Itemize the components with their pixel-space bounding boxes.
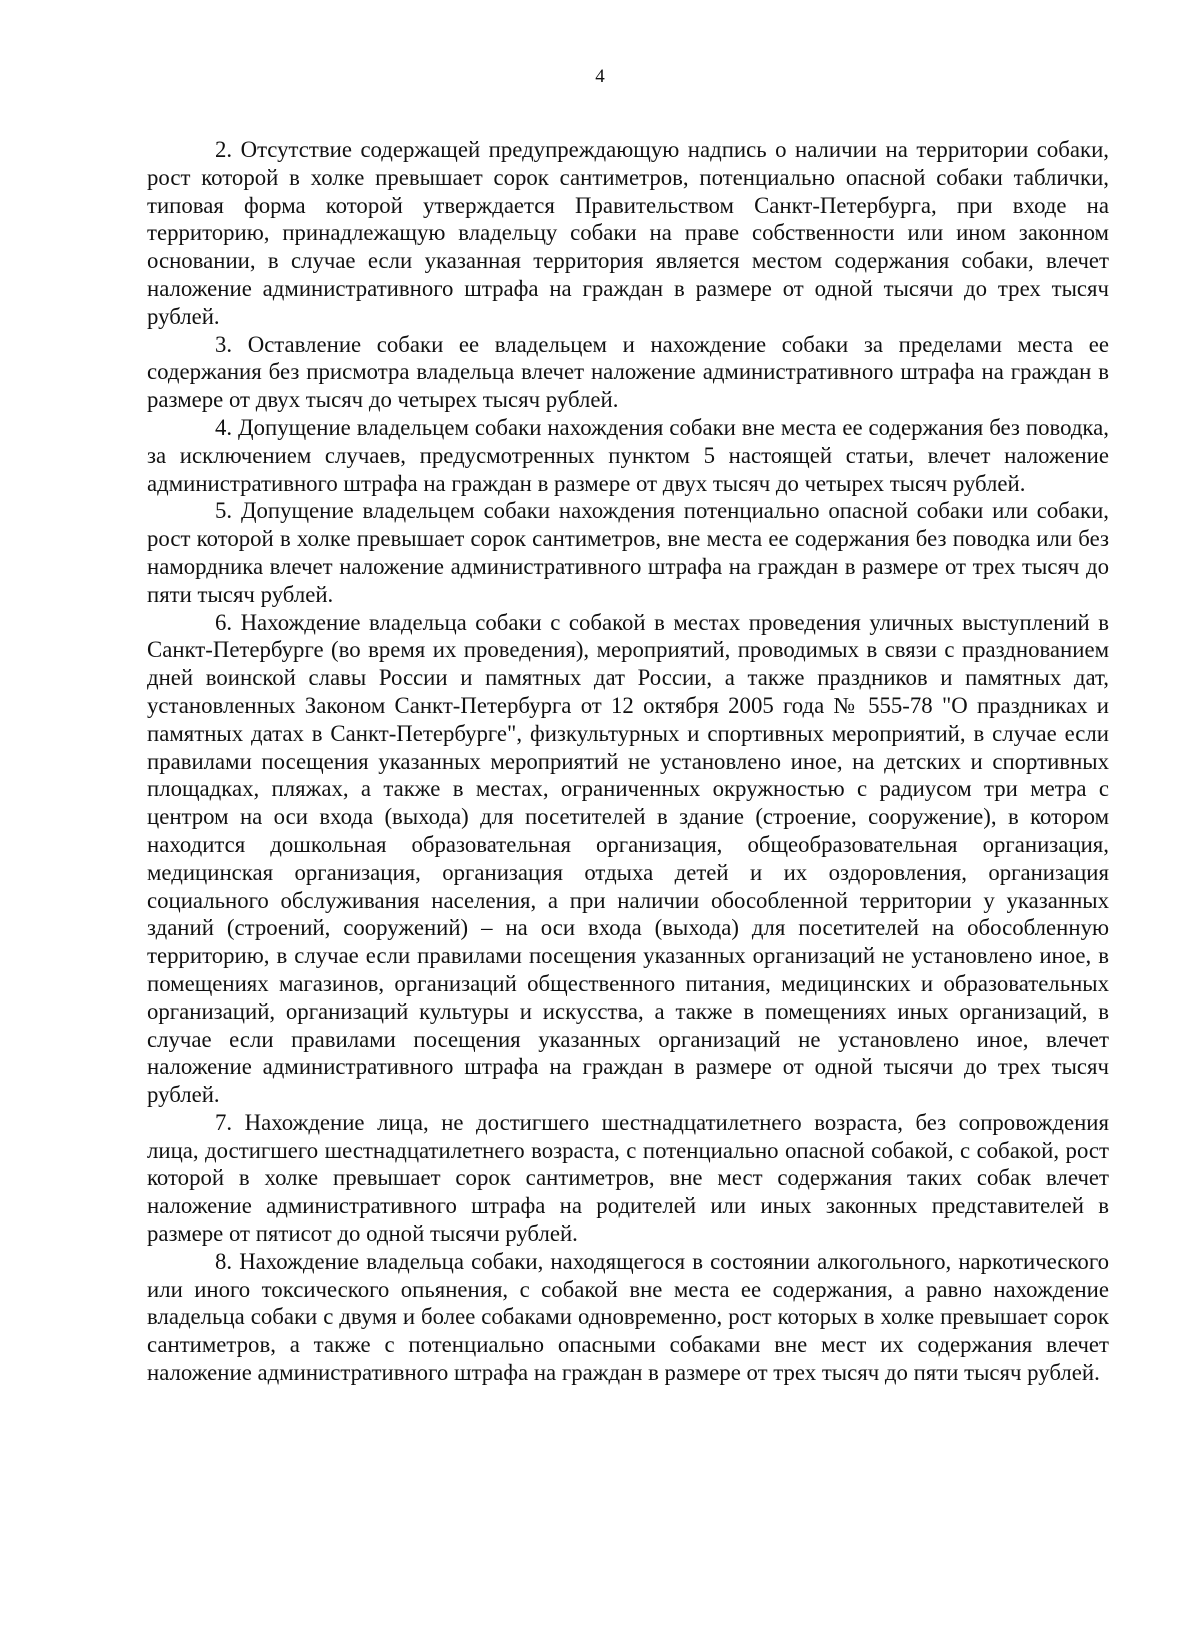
paragraph-item-4: 4. Допущение владельцем собаки нахождения собаки вне места ее содержания без поводка, за исключением случаев, предусмотренных пунктом 5 настоящей статьи, влечет наложение административного штрафа на граждан в размере от двух тысяч до четырех тысяч рублей. [147, 414, 1109, 496]
paragraph-item-6: 6. Нахождение владельца собаки с собакой в местах проведения уличных выступлений в Санкт-Петербурге (во время их проведения), мероприятий, проводимых в связи с празднованием дней воинской славы России и памятных дат России, а также праздников и памятных дат, установленных Законом Санкт-Петербурга от 12 октября 2005 года № 555-78 "О праздниках и памятных датах в Санкт-Петербурге", физкультурных и спортивных мероприятий, в случае если правилами посещения указанных мероприятий не установлено иное, на детских и спортивных площадках, пляжах, а также в местах, ограниченных окружностью с радиусом три метра с центром на оси входа (выхода) для посетителей в здание (строение, сооружение), в котором находится дошкольная образовательная организация, общеобразовательная организация, медицинская организация, организация отдыха детей и их оздоровления, организация социального обслуживания населения, а при наличии обособленной территории у указанных зданий (строений, сооружений) – на оси входа (выхода) для посетителей на обособленную территорию, в случае если правилами посещения указанных организаций не установлено иное, в помещениях магазинов, организаций общественного питания, медицинских и образовательных организаций, организаций культуры и искусства, а также в помещениях иных организаций, в случае если правилами посещения указанных организаций не установлено иное, влечет наложение административного штрафа на граждан в размере от одной тысячи до трех тысяч рублей. [147, 609, 1109, 1108]
paragraph-item-8: 8. Нахождение владельца собаки, находящегося в состоянии алкогольного, наркотического или иного токсического опьянения, с собакой вне места ее содержания, а равно нахождение владельца собаки с двумя и более собаками одновременно, рост которых в холке превышает сорок сантиметров, а также с потенциально опасными собаками вне мест их содержания влечет наложение административного штрафа на граждан в размере от трех тысяч до пяти тысяч рублей. [147, 1248, 1109, 1386]
paragraph-item-7: 7. Нахождение лица, не достигшего шестнадцатилетнего возраста, без сопровождения лица, достигшего шестнадцатилетнего возраста, с потенциально опасной собакой, с собакой, рост которой в холке превышает сорок сантиметров, вне мест содержания таких собак влечет наложение административного штрафа на родителей или иных законных представителей в размере от пятисот до одной тысячи рублей. [147, 1109, 1109, 1247]
page-number: 4 [595, 66, 605, 87]
paragraph-item-5: 5. Допущение владельцем собаки нахождения потенциально опасной собаки или собаки, рост которой в холке превышает сорок сантиметров, вне места ее содержания без поводка или без намордника влечет наложение административного штрафа на граждан в размере от трех тысяч до пяти тысяч рублей. [147, 498, 1109, 607]
paragraph-item-2: 2. Отсутствие содержащей предупреждающую надпись о наличии на территории собаки, рост которой в холке превышает сорок сантиметров, потенциально опасной собаки таблички, типовая форма которой утверждается Правительством Санкт-Петербурга, при входе на территорию, принадлежащую владельцу собаки на праве собственности или ином законном основании, в случае если указанная территория является местом содержания собаки, влечет наложение административного штрафа на граждан в размере от одной тысячи до трех тысяч рублей. [147, 137, 1109, 329]
document-body [147, 136, 1109, 1387]
paragraph-item-3: 3. Оставление собаки ее владельцем и нахождение собаки за пределами места ее содержания без присмотра владельца влечет наложение административного штрафа на граждан в размере от двух тысяч до четырех тысяч рублей. [147, 331, 1109, 413]
